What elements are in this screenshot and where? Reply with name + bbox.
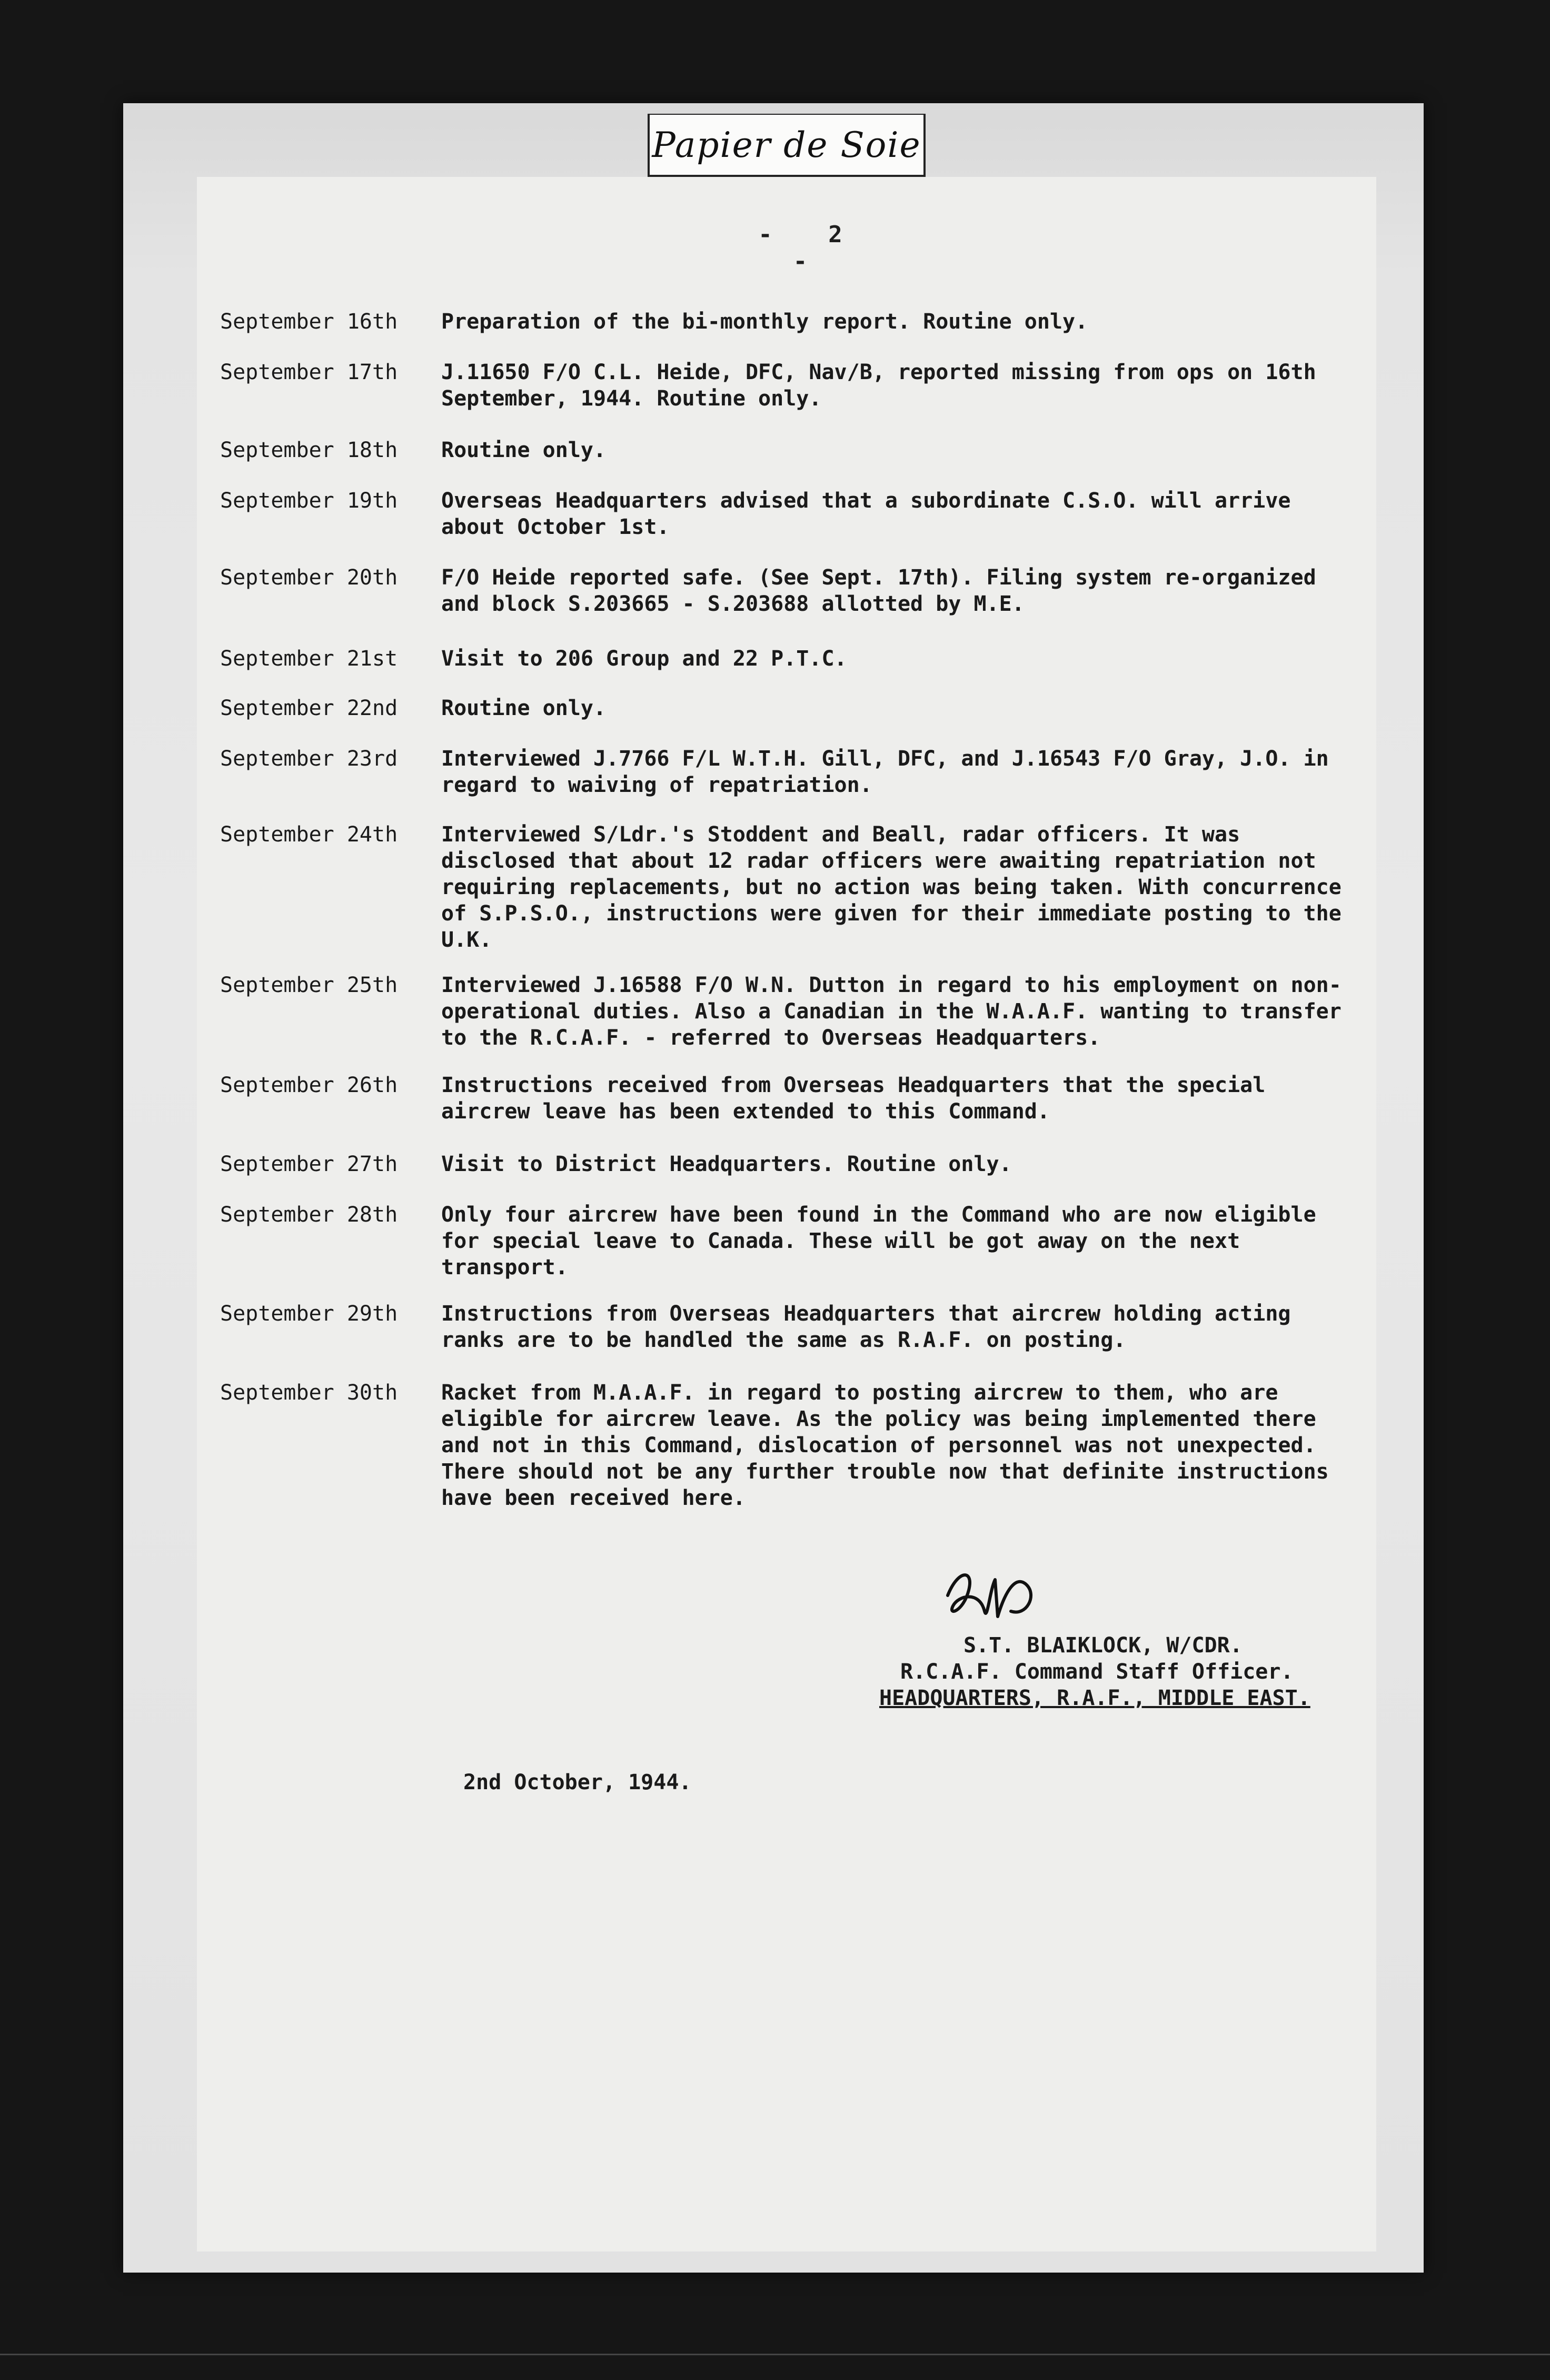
stamp-label: Papier de Soie (648, 114, 926, 177)
entry-text: Routine only. (441, 696, 607, 720)
document-sheet (123, 103, 1424, 2273)
entry-text: J.11650 F/O C.L. Heide, DFC, Nav/B, reported missing from ops on 16th September, 1944. Routine only. (441, 360, 1316, 411)
entry-text: Instructions from Overseas Headquarters that aircrew holding acting ranks are to be handled the same as R.A.F. on posting. (441, 1302, 1291, 1352)
signatory-organization: HEADQUARTERS, R.A.F., MIDDLE EAST. (879, 1686, 1310, 1710)
entry-text: Visit to 206 Group and 22 P.T.C. (441, 647, 847, 671)
entry-date: September 21st (220, 647, 398, 671)
page-number: - 2 - (758, 221, 863, 275)
entry-text: Visit to District Headquarters. Routine only. (441, 1152, 1012, 1176)
entry-date: September 18th (220, 438, 398, 462)
entry-date: September 22nd (220, 696, 398, 720)
scan-edge-line (0, 2354, 1550, 2355)
entry-text: Interviewed J.16588 F/O W.N. Dutton in regard to his employment on non-operational duties. Also a Canadian in the W.A.A.F. wanting to transfer to the R.C.A.F. - referred to Overseas Headquarters. (441, 973, 1342, 1050)
entry-date: September 30th (220, 1381, 398, 1405)
entry-date: September 28th (220, 1203, 398, 1227)
entry-text: Interviewed S/Ldr.'s Stoddent and Beall, radar officers. It was disclosed that about 12 radar officers were awaiting repatriation not requiring replacements, but no action was being taken. With concurrence of S.P.S.O., instructions were given for their immediate posting to the U.K. (441, 822, 1342, 952)
entry-date: September 27th (220, 1152, 398, 1176)
entry-text: Instructions received from Overseas Headquarters that the special aircrew leave has been extended to this Command. (441, 1073, 1266, 1124)
entry-text: Overseas Headquarters advised that a subordinate C.S.O. will arrive about October 1st. (441, 489, 1291, 539)
entry-date: September 17th (220, 360, 398, 384)
signature-block (863, 1632, 1337, 1711)
entry-text: Interviewed J.7766 F/L W.T.H. Gill, DFC, and J.16543 F/O Gray, J.O. in regard to waiving of repatriation. (441, 747, 1329, 797)
entry-date: September 23rd (220, 747, 398, 771)
entry-text: Racket from M.A.A.F. in regard to posting aircrew to them, who are eligible for aircrew leave. As the policy was being implemented there and not in this Command, dislocation of personnel was not unexpected. There should not be any further trouble now that definite instructions have been received here. (441, 1381, 1329, 1510)
entry-date: September 20th (220, 566, 398, 590)
entry-text: F/O Heide reported safe. (See Sept. 17th). Filing system re-organized and block S.203665 - S.203688 allotted by M.E. (441, 566, 1316, 616)
entry-date: September 26th (220, 1073, 398, 1097)
entry-text: Preparation of the bi-monthly report. Routine only. (441, 310, 1088, 334)
signatory-title: R.C.A.F. Command Staff Officer. (900, 1660, 1294, 1684)
handwritten-signature (937, 1559, 1064, 1632)
entry-date: September 16th (220, 310, 398, 334)
signatory-name: S.T. BLAIKLOCK, W/CDR. (963, 1633, 1243, 1658)
entry-date: September 24th (220, 822, 398, 847)
entry-text: Only four aircrew have been found in the Command who are now eligible for special leave to Canada. These will be got away on the next transport. (441, 1203, 1316, 1280)
entry-date: September 29th (220, 1302, 398, 1326)
entry-date: September 19th (220, 489, 398, 513)
entry-text: Routine only. (441, 438, 607, 462)
document-date: 2nd October, 1944. (463, 1770, 692, 1794)
entry-date: September 25th (220, 973, 398, 997)
